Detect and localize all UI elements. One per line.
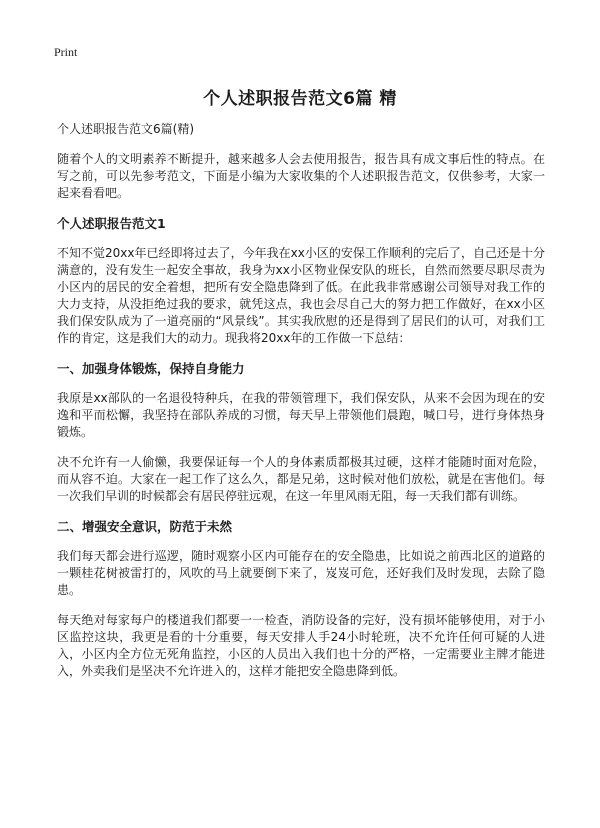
- intro-paragraph: 随着个人的文明素养不断提升，越来越多人会去使用报告，报告具有成文事后性的特点。在写之前，可以先参考范文，下面是小编为大家收集的个人述职报告范文，仅供参考，大家一起来看看吧。: [57, 152, 545, 200]
- paragraph-fitness-1: 我原是xx部队的一名退役特种兵，在我的带领管理下，我们保安队，从来不会因为现在的安逸和平而松懈，我坚持在部队养成的习惯，每天早上带领他们晨跑，喊口号，进行身体热身锻炼。: [57, 391, 545, 439]
- paragraph-safety-2: 每天绝对每家每户的楼道我们都要一一检查，消防设备的完好，没有损坏能够使用，对于小区监控这块，我更是看的十分重要，每天安排人手24小时轮班，决不允许任何可疑的人进入，小区内全方位无死角监控，小区的人员出入我们也十分的严格，一定需要业主牌才能进入，外卖我们是坚决不允许进入的，这样才能把安全隐患降到低。: [57, 613, 545, 678]
- paragraph-fitness-2: 决不允许有一人偷懒，我要保证每一个人的身体素质都极其过硬，这样才能随时面对危险，而从容不迫。大家在一起工作了这么久，都是兄弟，这时候对他们放松，就是在害他们。每一次我们早训的时候都会有居民停驻远观，在这一年里风雨无阻，每一天我们都有训练。: [57, 455, 545, 503]
- section-heading-sample-1: 个人述职报告范文1: [57, 216, 166, 231]
- paragraph-safety-1: 我们每天都会进行巡逻，随时观察小区内可能存在的安全隐患，比如说之前西北区的道路的一颗桂花树被雷打的，风吹的马上就要倒下来了，岌岌可危，还好我们及时发现，去除了隐患。: [57, 549, 545, 597]
- print-label: Print: [54, 45, 78, 59]
- document-subtitle: 个人述职报告范文6篇(精): [57, 122, 194, 136]
- document-body: [57, 121, 545, 693]
- section-heading-safety: 二、增强安全意识，防范于未然: [57, 519, 233, 534]
- section-heading-fitness: 一、加强身体锻炼，保持自身能力: [57, 361, 245, 376]
- paragraph-summary: 不知不觉20xx年已经即将过去了，今年我在xx小区的安保工作顺利的完后了，自己还是十分满意的，没有发生一起安全事故，我身为xx小区物业保安队的班长，自然而然要尽职尽责为小区内的居民的安全着想，把所有安全隐患降到了低。在此我非常感谢公司领导对我工作的大力支持，从没拒绝过我的要求，就凭这点，我也会尽自己大的努力把工作做好，在xx小区我们保安队成为了一道亮丽的“风景线”。其实我欣慰的还是得到了居民们的认可，对我们工作的肯定，这是我们大的动力。现我将20xx年的工作做一下总结：: [57, 246, 545, 345]
- document-title: 个人述职报告范文6篇 精: [203, 89, 397, 109]
